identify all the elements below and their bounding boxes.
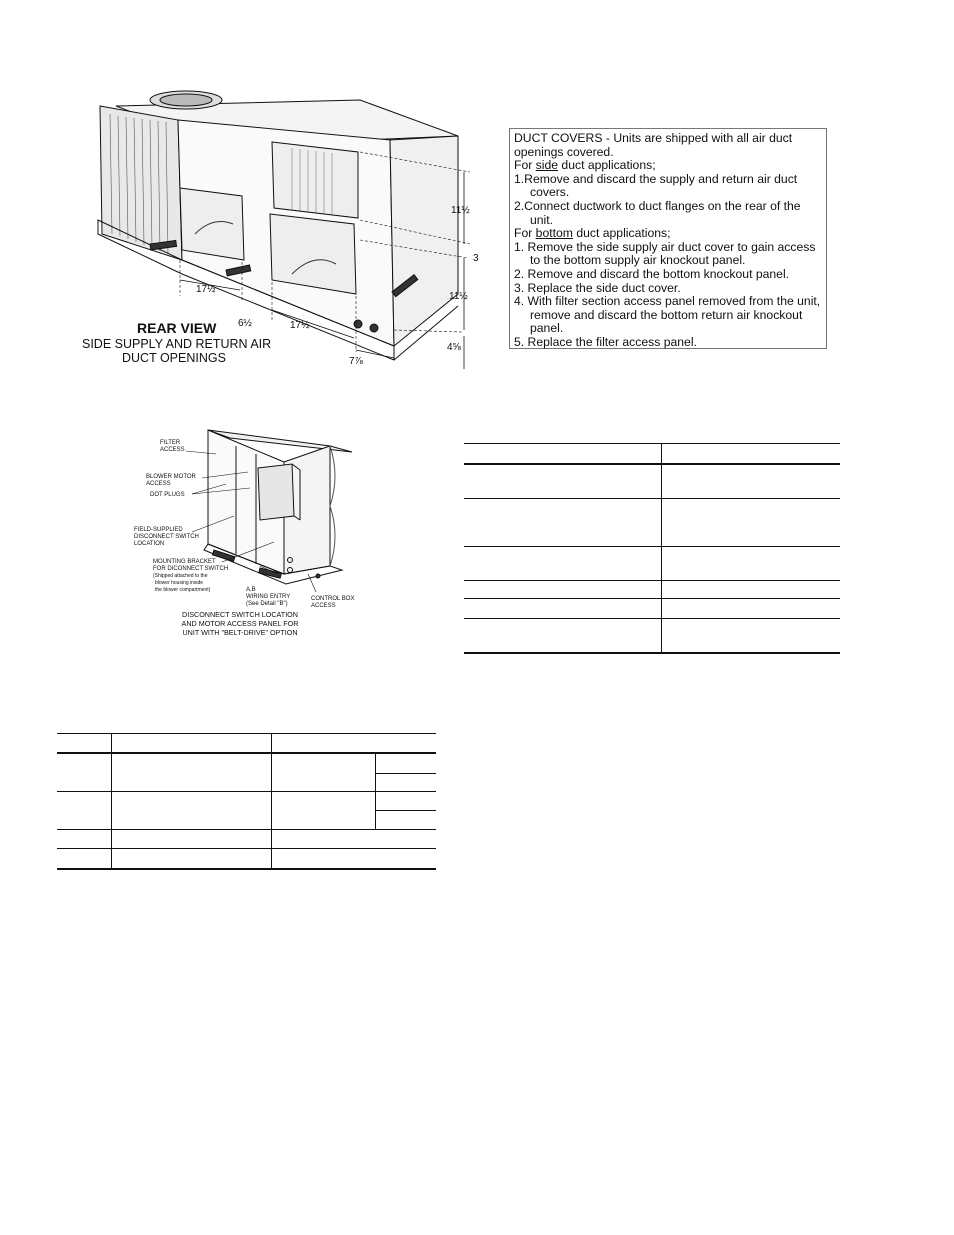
bottom-step-3: 3. Replace the side duct cover.: [514, 280, 681, 295]
bottom-step-1: 1. Remove the side supply air duct cover to gain access to the bottom supply air knockout panel.: [514, 239, 816, 268]
rear-view-subtitle-1: SIDE SUPPLY AND RETURN AIR: [82, 337, 272, 351]
bottom-duct-intro: For bottom duct applications;: [514, 226, 671, 241]
bottom-step-2: 2. Remove and discard the bottom knockout panel.: [514, 266, 790, 281]
disconnect-figure-caption: DISCONNECT SWITCH LOCATION AND MOTOR ACCESS PANEL FOR UNIT WITH "BELT-DRIVE" OPTION: [181, 610, 299, 637]
bottom-step-4: 4. With filter section access panel removed from the unit, remove and discard the bottom return air knockout panel.: [514, 294, 821, 336]
rear-view-title: REAR VIEW: [137, 320, 217, 336]
rear-view-illustration: [60, 84, 492, 374]
control-box-access-label: CONTROL BOX ACCESS: [311, 596, 355, 609]
dim-7-7-8: 7⅞: [349, 356, 363, 367]
dim-11-half-a: 11½: [451, 205, 470, 216]
dim-6-half: 6½: [238, 318, 252, 329]
duct-covers-line1: DUCT COVERS - Units are shipped with all air duct: [514, 131, 793, 145]
side-step-1: 1.Remove and discard the supply and return air duct covers.: [514, 171, 798, 200]
dim-17-half-b: 17½: [290, 320, 310, 331]
blower-motor-access-label: BLOWER MOTOR ACCESS: [146, 474, 196, 487]
side-step-2: 2.Connect ductwork to duct flanges on the rear of the unit.: [514, 198, 801, 227]
bottom-underlined: bottom: [535, 226, 573, 241]
dim-3: 3: [473, 253, 479, 264]
dim-17-half-a: 17½: [196, 284, 216, 295]
side-underlined: side: [535, 158, 559, 173]
dim-4-5-8: 4⅝: [447, 342, 461, 353]
duct-covers-line2: openings covered.: [514, 144, 614, 159]
rear-view-subtitle-2: DUCT OPENINGS: [122, 351, 226, 365]
dot-plugs-label: DOT PLUGS: [150, 492, 185, 498]
filter-access-label: FILTER ACCESS: [160, 440, 185, 453]
dim-11-half-b: 11½: [449, 291, 468, 302]
side-duct-intro: For side duct applications;: [514, 158, 656, 173]
field-supplied-disconnect-label: FIELD-SUPPLIED DISCONNECT SWITCH LOCATION: [134, 527, 199, 547]
wiring-entry-label: A,B WIRING ENTRY (See Detail "B"): [246, 587, 291, 607]
mounting-bracket-label: MOUNTING BRACKET FOR DICONNECT SWITCH (Shipped attached to the blower housing inside the blower compartment): [153, 559, 229, 593]
bottom-step-5: 5. Replace the filter access panel.: [514, 334, 697, 349]
duct-covers-note: [509, 128, 827, 349]
